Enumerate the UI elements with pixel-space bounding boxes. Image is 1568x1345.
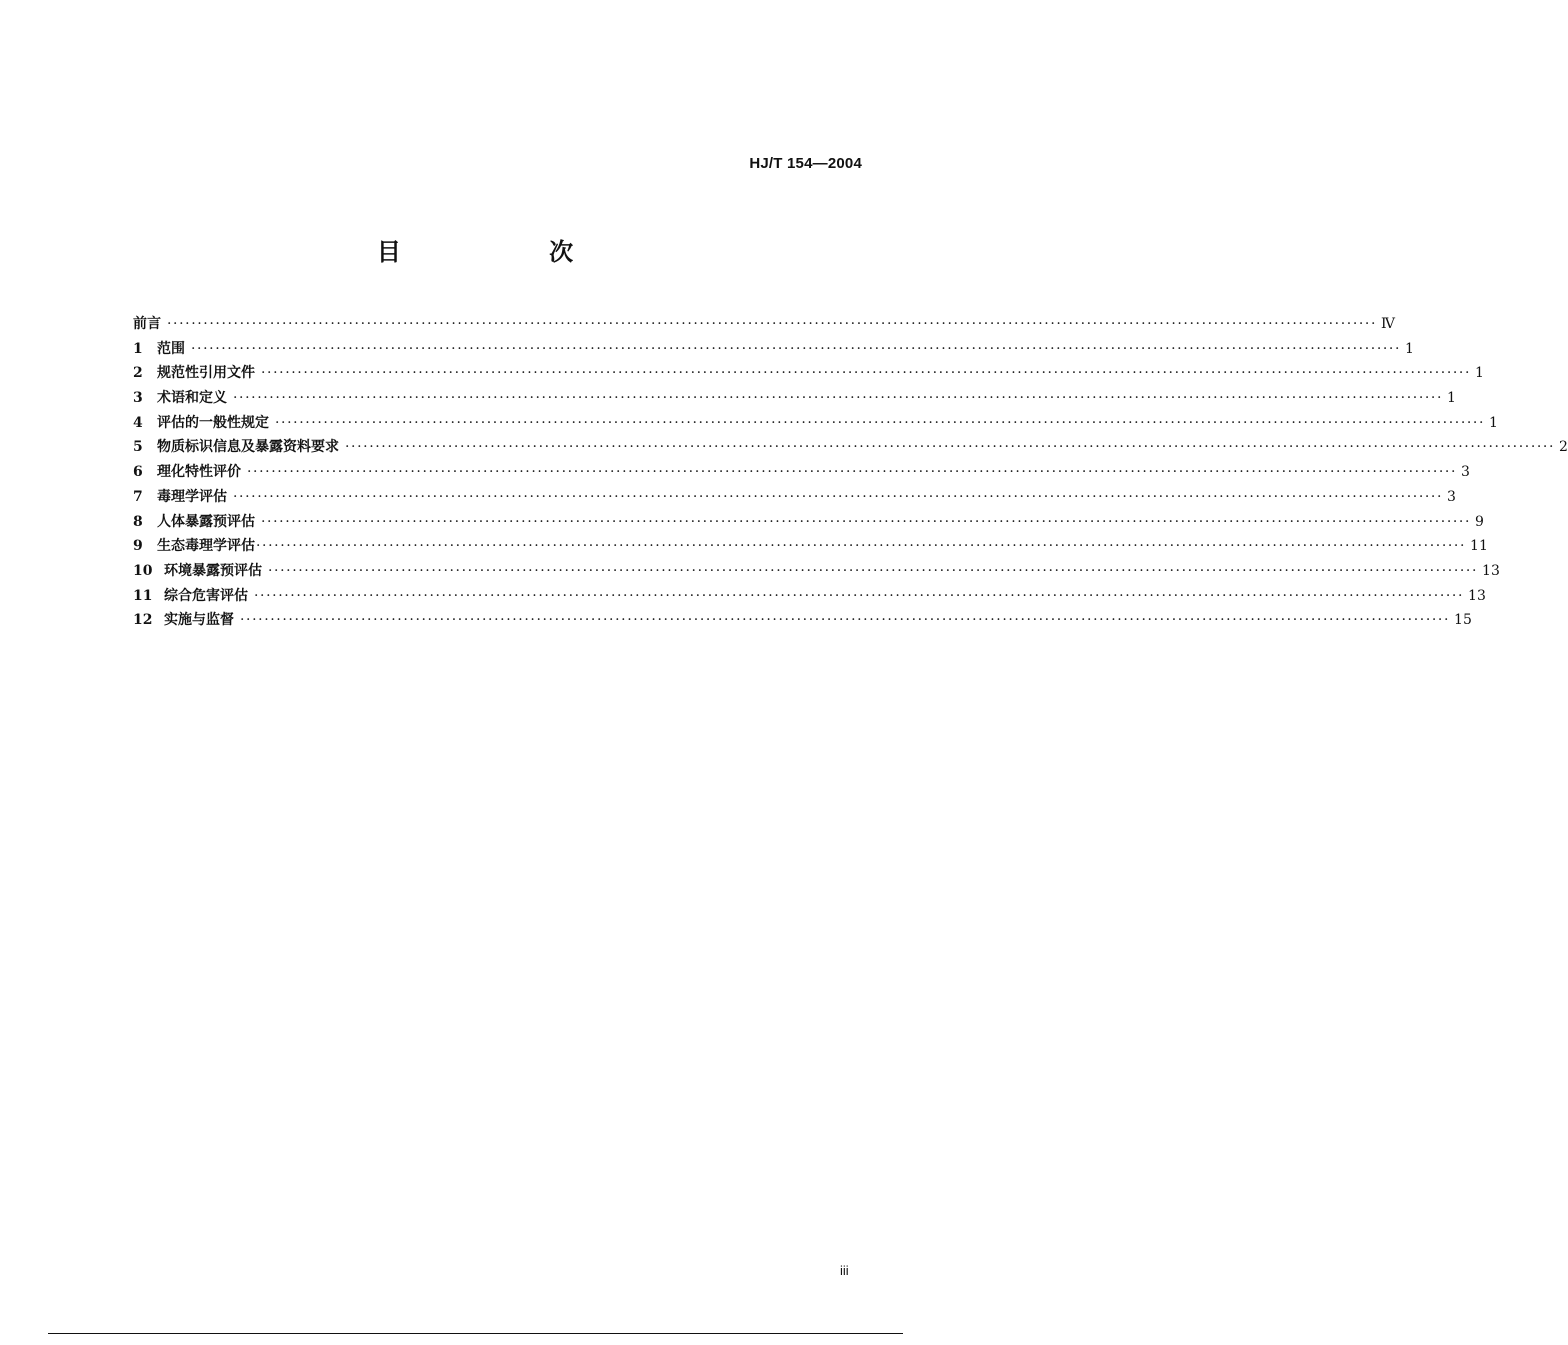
toc-entry-label: 规范性引用文件: [157, 365, 255, 382]
toc-entry-number: 12: [133, 612, 153, 629]
toc-entry-page: 3: [1461, 464, 1470, 481]
toc-dot-leader: ········································································································································································································: [261, 365, 1472, 382]
toc-entry-label: 环境暴露预评估: [164, 562, 262, 579]
standard-code: HJ/T 154—2004: [749, 155, 862, 172]
toc-entry-number: 1: [133, 340, 143, 357]
toc-dot-leader: ········································································································································································································: [247, 464, 1458, 481]
toc-dot-leader: ········································································································································································································: [268, 562, 1479, 579]
toc-entry-page: Ⅳ: [1381, 316, 1396, 332]
toc-dot-leader: ········································································································································································································: [345, 439, 1556, 456]
toc-entry-label: 物质标识信息及暴露资料要求: [157, 439, 339, 456]
toc-entry-page: 1: [1405, 340, 1414, 357]
toc-entry[interactable]: [133, 386, 1456, 411]
toc-entry[interactable]: [133, 608, 1472, 633]
toc-entry-label: 毒理学评估: [157, 488, 227, 505]
toc-entry-label: 理化特性评价: [157, 464, 241, 481]
toc-entry-number: 2: [133, 365, 143, 382]
toc-dot-leader: ········································································································································································································: [167, 316, 1378, 332]
toc-entry-page: 2: [1559, 439, 1568, 456]
toc-entry-number: 5: [133, 439, 143, 456]
toc-dot-leader: ········································································································································································································: [261, 513, 1472, 530]
toc-entry-label: 人体暴露预评估: [157, 513, 255, 530]
toc-entry-foreword[interactable]: [133, 312, 1396, 337]
toc-entry[interactable]: [133, 411, 1498, 436]
toc-entry[interactable]: [133, 534, 1488, 559]
toc-entry-page: 1: [1475, 365, 1484, 382]
toc-entry-label: 实施与监督: [164, 612, 234, 629]
toc-dot-leader: ········································································································································································································: [191, 340, 1402, 357]
toc-entry-number: 11: [133, 587, 153, 604]
toc-entry-page: 15: [1454, 612, 1472, 629]
toc-entry[interactable]: [133, 460, 1470, 485]
toc-entry-label: 评估的一般性规定: [157, 414, 269, 431]
toc-entry-number: 4: [133, 414, 143, 431]
toc-dot-leader: ········································································································································································································: [240, 612, 1451, 629]
toc-entry-number: 10: [133, 562, 153, 579]
toc-dot-leader: ········································································································································································································: [254, 587, 1465, 604]
toc-entry-page: 1: [1447, 390, 1456, 407]
toc-entry-page: 13: [1468, 587, 1486, 604]
toc-entry-page: 13: [1482, 562, 1500, 579]
toc-entry-label: 前言: [133, 316, 161, 332]
toc-entry[interactable]: [133, 510, 1484, 535]
toc-entry[interactable]: [133, 485, 1456, 510]
toc-dot-leader: ········································································································································································································: [233, 390, 1444, 407]
toc-entry-page: 3: [1447, 488, 1456, 505]
toc-dot-leader: ········································································································································································································: [233, 488, 1444, 505]
toc-entry-number: 6: [133, 464, 143, 481]
page-number: iii: [840, 1263, 849, 1278]
toc-entry-label: 术语和定义: [157, 390, 227, 407]
toc-dot-leader: ········································································································································································································: [256, 538, 1467, 555]
toc-entry[interactable]: [133, 337, 1414, 362]
toc-entry-page: 11: [1470, 538, 1488, 555]
table-of-contents: [133, 312, 1568, 633]
toc-entry[interactable]: [133, 584, 1486, 609]
toc-entry-label: 范围: [157, 340, 185, 357]
toc-entry[interactable]: [133, 361, 1484, 386]
toc-entry-page: 9: [1475, 513, 1484, 530]
toc-dot-leader: ········································································································································································································: [275, 414, 1486, 431]
toc-entry-label: 生态毒理学评估: [157, 538, 255, 555]
page-title: 目 次: [376, 237, 644, 266]
toc-entry[interactable]: [133, 559, 1500, 584]
footer-rule: [48, 1333, 903, 1334]
toc-entry-number: 3: [133, 390, 143, 407]
toc-entry-page: 1: [1489, 414, 1498, 431]
toc-entry-number: 8: [133, 513, 143, 530]
toc-entry-label: 综合危害评估: [164, 587, 248, 604]
toc-entry-number: 9: [133, 538, 143, 555]
toc-entry-number: 7: [133, 488, 143, 505]
toc-entry[interactable]: [133, 435, 1568, 460]
